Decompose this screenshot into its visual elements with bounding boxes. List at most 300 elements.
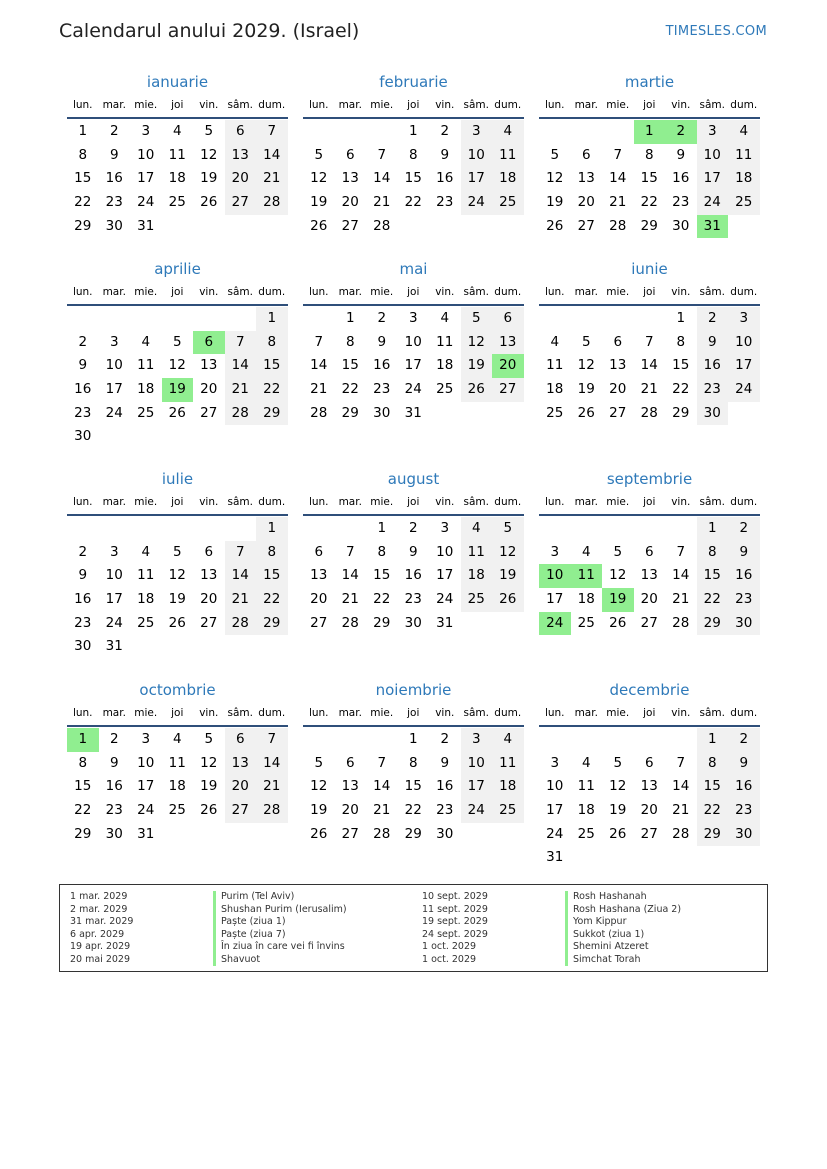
day-cell: 16 xyxy=(728,775,760,799)
empty-cell xyxy=(67,307,99,331)
day-cell: 29 xyxy=(256,612,288,636)
weekday-label: mar. xyxy=(102,496,126,508)
day-cell: 11 xyxy=(728,144,760,168)
day-cell: 9 xyxy=(78,567,88,584)
weekday-label: lun. xyxy=(308,99,329,111)
day-cell: 18 xyxy=(577,802,595,819)
day-cell: 5 xyxy=(461,307,493,331)
day-cell: 8 xyxy=(676,333,686,350)
day-cell: 11 xyxy=(546,357,564,374)
day-cell: 4 xyxy=(141,333,151,350)
day-cell: 10 xyxy=(546,778,564,795)
weekday-label: joi xyxy=(643,99,656,111)
day-cell: 2 xyxy=(408,520,418,536)
day-cell: 25 xyxy=(436,381,454,398)
day-cell: 16 xyxy=(672,170,690,187)
day-cell: 14 xyxy=(609,170,627,187)
weekday-label: joi xyxy=(643,286,656,298)
weekday-label: vin. xyxy=(435,99,455,111)
day-cell: 19 xyxy=(310,194,328,211)
weekday-label: dum. xyxy=(258,99,286,111)
day-cell: 23 xyxy=(436,194,454,211)
day-cell: 16 xyxy=(105,778,123,795)
weekday-label: mar. xyxy=(102,286,126,298)
day-cell: 18 xyxy=(492,775,524,799)
legend-date: 1 oct. 2029 xyxy=(422,953,477,965)
day-cell: 15 xyxy=(341,357,359,374)
day-cell: 22 xyxy=(74,802,92,819)
day-cell: 24 xyxy=(697,191,729,215)
day-cell: 25 xyxy=(577,825,595,842)
empty-cell xyxy=(634,517,666,541)
day-cell: 6 xyxy=(581,146,591,163)
weekday-label: dum. xyxy=(258,707,286,719)
weekday-label: dum. xyxy=(258,286,286,298)
day-cell: 15 xyxy=(373,567,391,584)
day-cell: 25 xyxy=(137,614,155,631)
day-cell: 1 xyxy=(697,517,729,541)
weekday-label: lun. xyxy=(308,707,329,719)
month-aprilie xyxy=(67,259,288,449)
weekday-label: vin. xyxy=(199,99,219,111)
weekday-label: mar. xyxy=(338,707,362,719)
legend-date: 31 mar. 2029 xyxy=(70,916,134,927)
holiday-day-cell: 10 xyxy=(539,564,571,588)
day-cell: 21 xyxy=(225,588,257,612)
weekday-label: mie. xyxy=(134,286,158,298)
day-cell: 3 xyxy=(408,310,418,326)
month-name: august xyxy=(387,470,440,488)
weekday-label: lun. xyxy=(308,496,329,508)
day-cell: 23 xyxy=(74,404,92,421)
weekday-label: joi xyxy=(171,496,184,508)
day-cell: 1 xyxy=(256,307,288,331)
day-cell: 15 xyxy=(74,170,92,187)
day-cell: 28 xyxy=(256,191,288,215)
legend-holiday-name: Paște (ziua 7) xyxy=(213,929,347,942)
weekday-header xyxy=(67,491,288,516)
weekday-label: lun. xyxy=(544,496,565,508)
weekday-header xyxy=(67,94,288,119)
day-cell: 7 xyxy=(676,754,686,771)
month-name: noiembrie xyxy=(375,681,452,699)
day-cell: 20 xyxy=(640,591,658,608)
empty-cell xyxy=(225,517,257,541)
day-cell: 2 xyxy=(440,731,450,747)
day-cell: 6 xyxy=(613,333,623,350)
empty-cell xyxy=(634,307,666,331)
day-grid xyxy=(539,728,760,870)
day-cell: 30 xyxy=(672,217,690,234)
weekday-label: joi xyxy=(407,707,420,719)
day-cell: 30 xyxy=(404,614,422,631)
day-cell: 7 xyxy=(377,146,387,163)
empty-cell xyxy=(303,728,335,752)
day-cell: 28 xyxy=(256,799,288,823)
day-cell: 9 xyxy=(676,146,686,163)
day-cell: 23 xyxy=(728,588,760,612)
weekday-label: joi xyxy=(407,99,420,111)
weekday-label: dum. xyxy=(494,496,522,508)
empty-cell xyxy=(539,120,571,144)
day-cell: 19 xyxy=(461,354,493,378)
day-cell: 18 xyxy=(728,167,760,191)
day-cell: 12 xyxy=(577,357,595,374)
weekday-label: mar. xyxy=(338,286,362,298)
day-cell: 13 xyxy=(492,331,524,355)
day-grid xyxy=(539,307,760,425)
day-cell: 24 xyxy=(137,194,155,211)
day-cell: 19 xyxy=(200,170,218,187)
empty-cell xyxy=(303,307,335,331)
day-cell: 22 xyxy=(256,588,288,612)
day-cell: 22 xyxy=(256,378,288,402)
day-cell: 19 xyxy=(492,564,524,588)
empty-cell xyxy=(571,120,603,144)
day-cell: 28 xyxy=(672,614,690,631)
weekday-label: sâm. xyxy=(227,707,253,719)
day-cell: 14 xyxy=(373,778,391,795)
day-cell: 24 xyxy=(105,614,123,631)
day-cell: 30 xyxy=(728,612,760,636)
day-cell: 3 xyxy=(141,731,151,747)
day-cell: 4 xyxy=(172,731,182,747)
weekday-label: joi xyxy=(171,286,184,298)
day-cell: 20 xyxy=(225,167,257,191)
day-cell: 30 xyxy=(105,217,123,234)
day-cell: 19 xyxy=(310,802,328,819)
day-cell: 21 xyxy=(256,167,288,191)
day-cell: 9 xyxy=(440,754,450,771)
day-cell: 27 xyxy=(310,614,328,631)
month-name: decembrie xyxy=(609,681,690,699)
legend-holiday-name: Shushan Purim (Ierusalim) xyxy=(213,904,347,917)
empty-cell xyxy=(366,728,398,752)
day-cell: 9 xyxy=(728,541,760,565)
day-cell: 24 xyxy=(728,378,760,402)
day-cell: 7 xyxy=(225,331,257,355)
brand-link[interactable]: TIMESLES.COM xyxy=(665,24,767,39)
day-cell: 17 xyxy=(461,167,493,191)
holiday-day-cell: 1 xyxy=(634,120,666,144)
day-cell: 11 xyxy=(137,357,155,374)
day-cell: 10 xyxy=(105,357,123,374)
month-name: septembrie xyxy=(606,470,693,488)
holiday-day-cell: 31 xyxy=(697,215,729,239)
day-cell: 14 xyxy=(672,778,690,795)
weekday-label: mie. xyxy=(134,707,158,719)
empty-cell xyxy=(303,120,335,144)
day-cell: 20 xyxy=(310,591,328,608)
legend-date: 24 sept. 2029 xyxy=(422,928,488,940)
day-cell: 25 xyxy=(168,194,186,211)
weekday-label: sâm. xyxy=(463,286,489,298)
day-grid xyxy=(67,517,288,659)
weekday-label: dum. xyxy=(730,286,758,298)
day-cell: 26 xyxy=(461,378,493,402)
day-cell: 30 xyxy=(436,825,454,842)
day-cell: 14 xyxy=(341,567,359,584)
day-cell: 18 xyxy=(168,778,186,795)
weekday-label: mar. xyxy=(574,99,598,111)
day-cell: 12 xyxy=(546,170,564,187)
month-name: martie xyxy=(624,73,675,91)
holiday-day-cell: 2 xyxy=(665,120,697,144)
day-cell: 12 xyxy=(168,567,186,584)
day-cell: 17 xyxy=(461,775,493,799)
day-cell: 30 xyxy=(105,825,123,842)
day-cell: 29 xyxy=(373,614,391,631)
weekday-label: vin. xyxy=(435,707,455,719)
weekday-label: lun. xyxy=(72,707,93,719)
day-cell: 9 xyxy=(377,333,387,350)
empty-cell xyxy=(665,728,697,752)
day-cell: 16 xyxy=(105,170,123,187)
day-cell: 26 xyxy=(577,404,595,421)
day-cell: 2 xyxy=(377,310,387,326)
day-grid xyxy=(303,120,524,238)
weekday-label: mie. xyxy=(370,99,394,111)
empty-cell xyxy=(193,307,225,331)
day-cell: 10 xyxy=(728,331,760,355)
day-cell: 23 xyxy=(373,381,391,398)
day-cell: 17 xyxy=(697,167,729,191)
day-cell: 11 xyxy=(492,144,524,168)
empty-cell xyxy=(539,307,571,331)
day-cell: 19 xyxy=(577,381,595,398)
weekday-label: sâm. xyxy=(463,707,489,719)
day-cell: 12 xyxy=(200,754,218,771)
empty-cell xyxy=(634,728,666,752)
empty-cell xyxy=(539,728,571,752)
day-grid xyxy=(303,307,524,425)
weekday-label: mar. xyxy=(102,99,126,111)
day-cell: 27 xyxy=(225,191,257,215)
day-cell: 13 xyxy=(341,778,359,795)
legend-date: 10 sept. 2029 xyxy=(422,891,488,902)
legend-date: 1 mar. 2029 xyxy=(70,891,128,902)
legend-holiday-name: Sukkot (ziua 1) xyxy=(565,929,681,942)
day-cell: 6 xyxy=(204,543,214,560)
day-cell: 6 xyxy=(314,543,324,560)
weekday-label: mie. xyxy=(606,286,630,298)
weekday-label: mie. xyxy=(606,707,630,719)
day-cell: 4 xyxy=(172,123,182,139)
empty-cell xyxy=(665,517,697,541)
day-cell: 31 xyxy=(404,404,422,421)
day-cell: 9 xyxy=(109,754,119,771)
weekday-label: mar. xyxy=(574,286,598,298)
weekday-label: sâm. xyxy=(699,707,725,719)
day-cell: 5 xyxy=(172,333,182,350)
month-name: iunie xyxy=(631,260,668,278)
day-cell: 28 xyxy=(672,825,690,842)
month-august xyxy=(303,469,524,635)
day-cell: 17 xyxy=(546,591,564,608)
empty-cell xyxy=(602,120,634,144)
day-cell: 23 xyxy=(105,802,123,819)
day-cell: 24 xyxy=(461,799,493,823)
day-cell: 14 xyxy=(256,144,288,168)
day-cell: 16 xyxy=(436,778,454,795)
day-cell: 28 xyxy=(310,404,328,421)
legend-date: 11 sept. 2029 xyxy=(422,903,488,915)
month-name: octombrie xyxy=(139,681,216,699)
day-cell: 18 xyxy=(546,381,564,398)
day-cell: 23 xyxy=(105,194,123,211)
weekday-label: joi xyxy=(407,286,420,298)
day-grid xyxy=(67,728,288,846)
day-cell: 6 xyxy=(225,120,257,144)
day-cell: 26 xyxy=(310,217,328,234)
day-cell: 22 xyxy=(672,381,690,398)
day-cell: 1 xyxy=(408,731,418,747)
weekday-label: mie. xyxy=(134,496,158,508)
legend-dates-2 xyxy=(422,891,488,966)
day-cell: 11 xyxy=(168,146,186,163)
day-cell: 26 xyxy=(310,825,328,842)
empty-cell xyxy=(162,517,194,541)
weekday-label: sâm. xyxy=(227,286,253,298)
day-cell: 16 xyxy=(697,354,729,378)
day-cell: 5 xyxy=(613,543,623,560)
day-cell: 13 xyxy=(640,567,658,584)
day-cell: 11 xyxy=(577,778,595,795)
empty-cell xyxy=(366,120,398,144)
weekday-label: vin. xyxy=(671,99,691,111)
day-cell: 29 xyxy=(404,825,422,842)
day-cell: 25 xyxy=(492,191,524,215)
day-cell: 18 xyxy=(461,564,493,588)
day-cell: 23 xyxy=(404,591,422,608)
day-cell: 4 xyxy=(440,310,450,326)
weekday-label: vin. xyxy=(435,286,455,298)
weekday-label: lun. xyxy=(72,286,93,298)
empty-cell xyxy=(571,517,603,541)
day-cell: 27 xyxy=(341,825,359,842)
day-cell: 28 xyxy=(373,217,391,234)
day-cell: 12 xyxy=(461,331,493,355)
weekday-label: dum. xyxy=(730,707,758,719)
day-cell: 15 xyxy=(256,354,288,378)
legend-holiday-name: Rosh Hashana (Ziua 2) xyxy=(565,904,681,917)
day-cell: 16 xyxy=(728,564,760,588)
day-cell: 21 xyxy=(672,591,690,608)
day-cell: 14 xyxy=(256,752,288,776)
holiday-day-cell: 19 xyxy=(602,588,634,612)
day-cell: 27 xyxy=(609,404,627,421)
month-mai xyxy=(303,259,524,425)
day-cell: 29 xyxy=(256,402,288,426)
day-cell: 22 xyxy=(697,588,729,612)
day-grid xyxy=(67,120,288,238)
empty-cell xyxy=(225,307,257,331)
day-cell: 20 xyxy=(200,381,218,398)
day-cell: 21 xyxy=(373,194,391,211)
weekday-label: vin. xyxy=(199,496,219,508)
legend-holiday-name: În ziua în care vei fi învins xyxy=(213,941,347,954)
day-cell: 1 xyxy=(676,310,686,326)
legend-date: 1 oct. 2029 xyxy=(422,941,477,952)
weekday-label: mie. xyxy=(134,99,158,111)
weekday-label: joi xyxy=(643,496,656,508)
day-cell: 8 xyxy=(644,146,654,163)
day-cell: 17 xyxy=(105,381,123,398)
weekday-label: dum. xyxy=(494,286,522,298)
day-cell: 9 xyxy=(109,146,119,163)
weekday-label: sâm. xyxy=(699,99,725,111)
day-cell: 15 xyxy=(697,775,729,799)
day-cell: 2 xyxy=(78,333,88,350)
day-cell: 3 xyxy=(440,520,450,536)
day-cell: 3 xyxy=(550,754,560,771)
day-cell: 18 xyxy=(492,167,524,191)
day-cell: 26 xyxy=(492,588,524,612)
weekday-label: mie. xyxy=(606,99,630,111)
day-cell: 17 xyxy=(436,567,454,584)
empty-cell xyxy=(335,120,367,144)
day-cell: 7 xyxy=(314,333,324,350)
day-cell: 5 xyxy=(613,754,623,771)
day-cell: 7 xyxy=(377,754,387,771)
day-cell: 7 xyxy=(225,541,257,565)
day-cell: 9 xyxy=(697,331,729,355)
day-cell: 12 xyxy=(609,778,627,795)
day-cell: 17 xyxy=(728,354,760,378)
day-cell: 7 xyxy=(345,543,355,560)
day-cell: 29 xyxy=(672,404,690,421)
weekday-header xyxy=(303,491,524,516)
weekday-label: mie. xyxy=(370,286,394,298)
legend-holiday-name: Paște (ziua 1) xyxy=(213,916,347,929)
day-cell: 13 xyxy=(310,567,328,584)
day-cell: 13 xyxy=(200,357,218,374)
day-cell: 25 xyxy=(546,404,564,421)
day-cell: 10 xyxy=(137,146,155,163)
day-cell: 23 xyxy=(728,799,760,823)
month-octombrie xyxy=(67,680,288,846)
day-cell: 12 xyxy=(168,357,186,374)
day-cell: 22 xyxy=(341,381,359,398)
day-cell: 10 xyxy=(697,144,729,168)
month-name: mai xyxy=(399,260,428,278)
month-martie xyxy=(539,72,760,238)
day-cell: 20 xyxy=(341,194,359,211)
day-cell: 5 xyxy=(204,731,214,747)
holiday-day-cell: 6 xyxy=(193,331,225,355)
empty-cell xyxy=(130,307,162,331)
empty-cell xyxy=(602,307,634,331)
day-cell: 18 xyxy=(436,357,454,374)
day-cell: 17 xyxy=(546,802,564,819)
day-cell: 17 xyxy=(137,778,155,795)
weekday-label: lun. xyxy=(308,286,329,298)
weekday-label: lun. xyxy=(544,286,565,298)
empty-cell xyxy=(539,517,571,541)
day-cell: 21 xyxy=(672,802,690,819)
day-cell: 15 xyxy=(404,778,422,795)
legend-date: 2 mar. 2029 xyxy=(70,903,128,915)
legend-date: 20 mai 2029 xyxy=(70,953,131,965)
day-cell: 20 xyxy=(225,775,257,799)
day-cell: 7 xyxy=(644,333,654,350)
day-cell: 29 xyxy=(697,612,729,636)
day-cell: 30 xyxy=(74,428,92,445)
weekday-header xyxy=(303,94,524,119)
day-cell: 8 xyxy=(377,543,387,560)
day-cell: 13 xyxy=(200,567,218,584)
weekday-label: vin. xyxy=(199,286,219,298)
